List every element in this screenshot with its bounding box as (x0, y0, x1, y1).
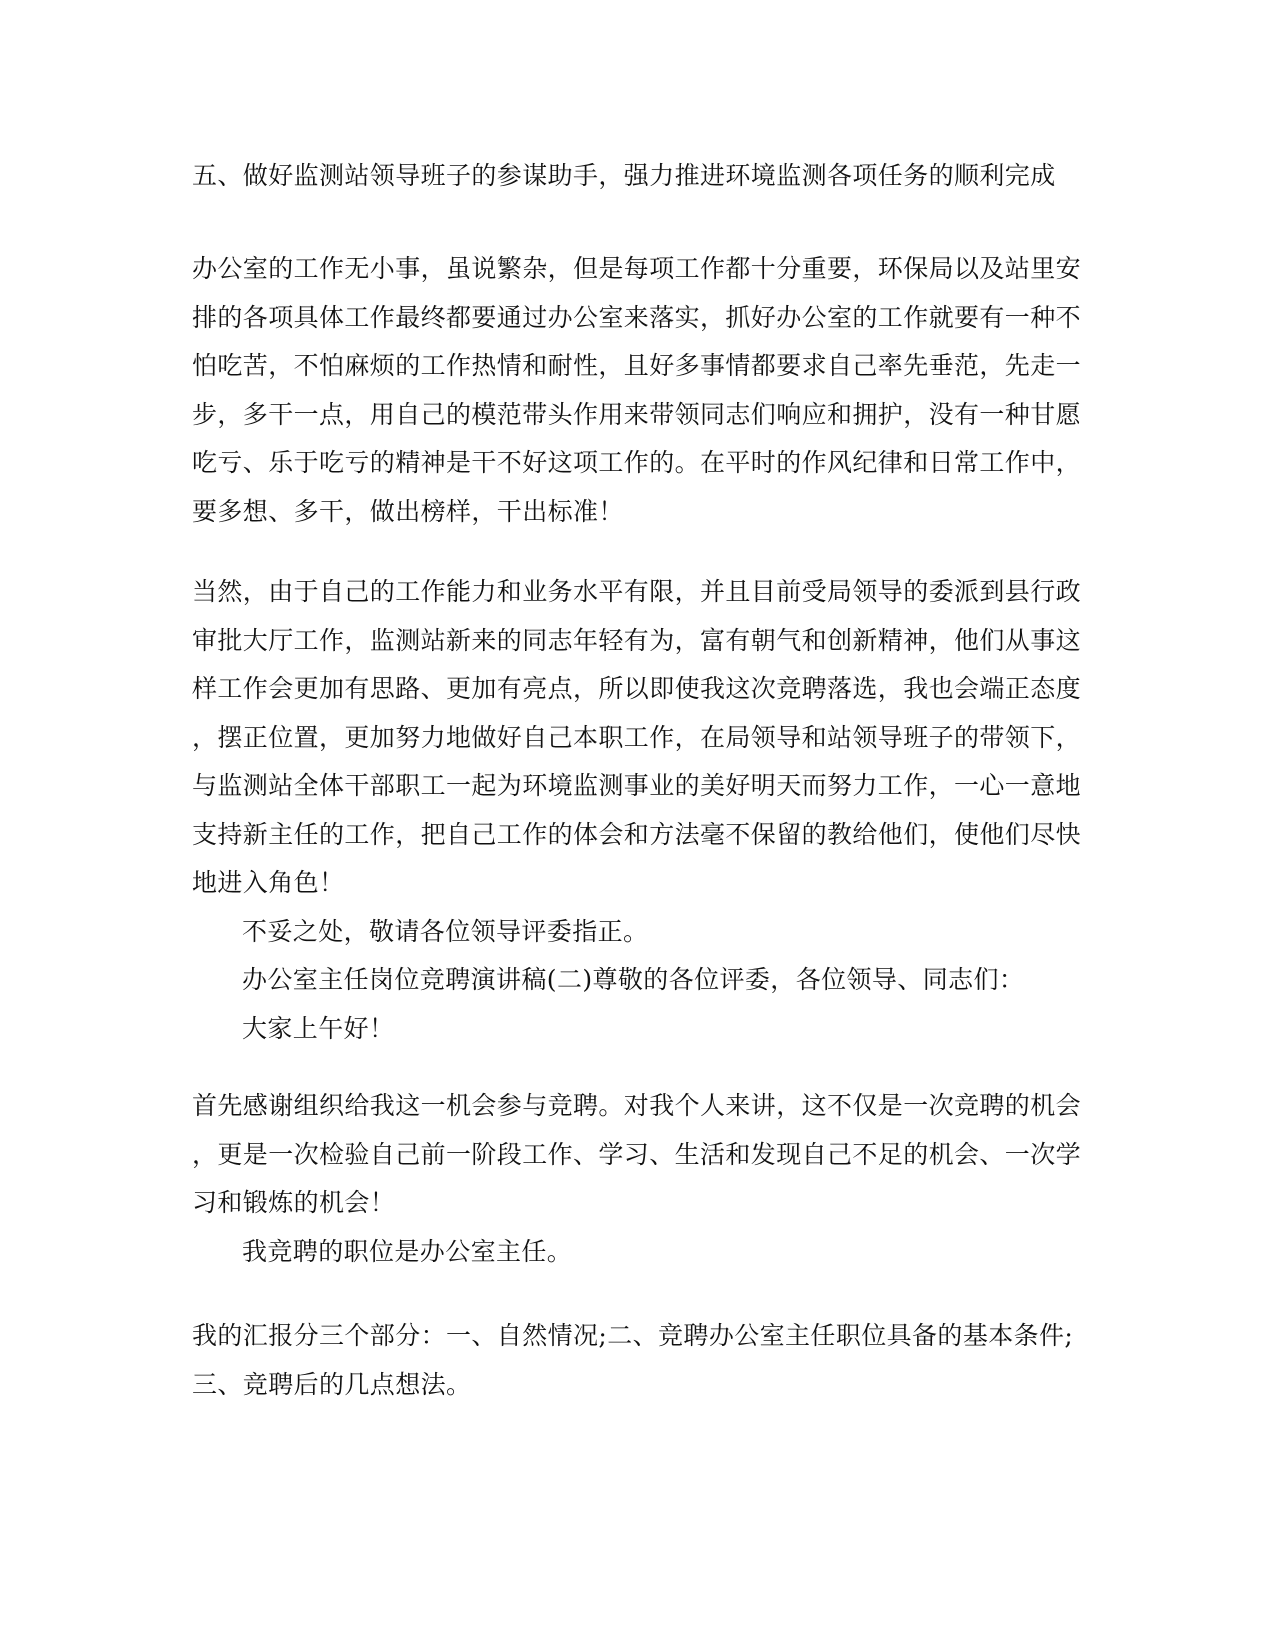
paragraph-line: 首先感谢组织给我这一机会参与竞聘。对我个人来讲，这不仅是一次竞聘的机会 (192, 1091, 1082, 1120)
paragraph-line: 我的汇报分三个部分：一、自然情况;二、竞聘办公室主任职位具备的基本条件; (192, 1321, 1074, 1350)
paragraph-line: 当然，由于自己的工作能力和业务水平有限，并且目前受局领导的委派到县行政 (192, 577, 1082, 606)
paragraph-line: 办公室的工作无小事，虽说繁杂，但是每项工作都十分重要，环保局以及站里安 (192, 254, 1082, 283)
paragraph-office-work (192, 245, 1082, 536)
paragraph-line: 怕吃苦，不怕麻烦的工作热情和耐性，且好多事情都要求自己率先垂范，先走一 (192, 351, 1082, 380)
paragraph-line: 排的各项具体工作最终都要通过办公室来落实，抓好办公室的工作就要有一种不 (192, 302, 1082, 332)
paragraph-line: 支持新主任的工作，把自己工作的体会和方法毫不保留的教给他们，使他们尽快 (192, 819, 1082, 849)
paragraph-line: 习和锻炼的机会！ (192, 1188, 396, 1217)
section-heading (192, 152, 1072, 201)
greeting-line: 大家上午好！ (242, 1013, 395, 1043)
heading-line: 五、做好监测站领导班子的参谋助手，强力推进环境监测各项任务的顺利完成 (192, 161, 1056, 190)
paragraph-line: ，摆正位置，更加努力地做好自己本职工作，在局领导和站领导班子的带领下， (192, 722, 1082, 752)
paragraph-line: 与监测站全体干部职工一起为环境监测事业的美好明天而努力工作，一心一意地 (192, 771, 1082, 800)
paragraph-line: 要多想、多干，做出榜样，干出标准！ (192, 496, 624, 526)
paragraph-line: 吃亏、乐于吃亏的精神是干不好这项工作的。在平时的作风纪律和日常工作中， (192, 448, 1082, 477)
paragraph-line: 样工作会更加有思路、更加有亮点，所以即使我这次竞聘落选，我也会端正态度 (192, 674, 1082, 703)
paragraph-line: 审批大厅工作，监测站新来的同志年轻有为，富有朝气和创新精神，他们从事这 (192, 625, 1082, 655)
paragraph-line: 地进入角色！ (192, 868, 345, 897)
position-line: 我竞聘的职位是办公室主任。 (242, 1236, 573, 1266)
paragraph-report-outline (192, 1312, 1072, 1409)
paragraph-thanks (192, 1082, 1082, 1276)
paragraph-line: ，更是一次检验自己前一阶段工作、学习、生活和发现自己不足的机会、一次学 (192, 1139, 1082, 1169)
paragraph-commitment (192, 568, 1082, 1053)
paragraph-line: 步，多干一点，用自己的模范带头作用来带领同志们响应和拥护，没有一种甘愿 (192, 399, 1082, 429)
closing-line: 不妥之处，敬请各位领导评委指正。 (242, 916, 649, 946)
paragraph-line: 三、竞聘后的几点想法。 (192, 1369, 472, 1399)
speech-title-line: 办公室主任岗位竞聘演讲稿(二)尊敬的各位评委，各位领导、同志们： (242, 965, 1025, 994)
